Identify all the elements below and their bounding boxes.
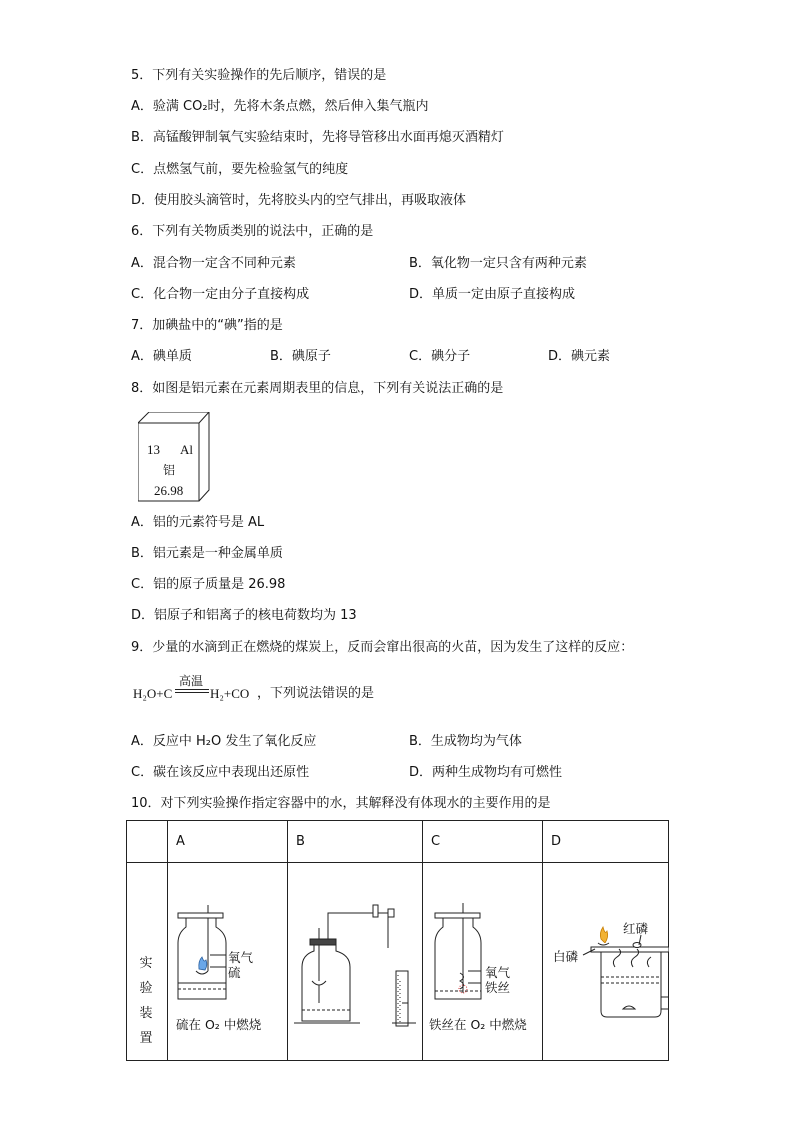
table-apparatus-row xyxy=(127,863,669,1061)
q6-option-b: B．氧化物一定只含有两种元素 xyxy=(409,256,587,271)
q6-option-c: C．化合物一定由分子直接构成 xyxy=(131,287,310,302)
q9-option-a: A．反应中 H₂O 发生了氧化反应 xyxy=(131,734,317,749)
table-header-row xyxy=(127,821,669,863)
reaction-condition: 高温 xyxy=(179,674,204,688)
caption-c: 铁丝在 O₂ 中燃烧 xyxy=(429,1017,527,1032)
label-oxygen-c: 氧气 xyxy=(485,965,511,980)
element-mass: 26.98 xyxy=(154,483,184,498)
row-label: 实 验 装 置 xyxy=(139,956,153,1046)
equation-tail: ，下列说法错误的是 xyxy=(257,686,375,701)
equation-left: H₂O+C xyxy=(133,686,173,701)
q6-stem: 6．下列有关物质类别的说法中，正确的是 xyxy=(131,224,374,239)
q8-stem: 8．如图是铝元素在元素周期表里的信息，下列有关说法正确的是 xyxy=(131,381,504,396)
equals-sign xyxy=(175,689,209,693)
q5-option-c: C．点燃氢气前，要先检验氢气的纯度 xyxy=(131,162,349,177)
label-white-phosphorus: 白磷 xyxy=(553,949,579,964)
q7-option-d: D．碘元素 xyxy=(548,349,611,364)
element-name: 铝 xyxy=(163,463,176,477)
q10-stem: 10．对下列实验操作指定容器中的水，其解释没有体现水的主要作用的是 xyxy=(131,796,551,811)
q9-option-c: C．碳在该反应中表现出还原性 xyxy=(131,765,310,780)
header-c: C xyxy=(423,821,543,863)
q5-option-d: D．使用胶头滴管时，先将胶头内的空气排出，再吸取液体 xyxy=(131,193,467,208)
label-iron-wire: 铁丝 xyxy=(485,980,511,995)
volume-measurement-diagram xyxy=(288,863,423,1061)
apparatus-d-cell xyxy=(543,863,669,1061)
q9-option-b: B．生成物均为气体 xyxy=(409,734,522,749)
q7-option-c: C．碘分子 xyxy=(409,349,471,364)
header-b: B xyxy=(288,821,423,863)
element-number: 13 xyxy=(147,442,160,457)
header-empty xyxy=(127,821,168,863)
q8-option-b: B．铝元素是一种金属单质 xyxy=(131,546,283,561)
element-symbol: Al xyxy=(180,442,193,457)
header-d: D xyxy=(543,821,669,863)
q7-option-a: A．碘单质 xyxy=(131,349,192,364)
q8-option-a: A．铝的元素符号是 AL xyxy=(131,515,265,530)
equation-right: H₂+CO xyxy=(210,686,250,701)
q5-option-a: A．验满 CO₂时，先将木条点燃，然后伸入集气瓶内 xyxy=(131,99,429,114)
q5-stem: 5．下列有关实验操作的先后顺序，错误的是 xyxy=(131,68,387,83)
q9-stem: 9．少量的水滴到正在燃烧的煤炭上，反而会窜出很高的火苗，因为发生了这样的反应： xyxy=(131,640,634,655)
q6-option-d: D．单质一定由原子直接构成 xyxy=(409,287,576,302)
label-oxygen-a: 氧气 xyxy=(228,950,254,965)
apparatus-a-cell xyxy=(168,863,288,1061)
label-red-phosphorus: 红磷 xyxy=(623,921,649,936)
q7-stem: 7．加碘盐中的“碘”指的是 xyxy=(131,318,283,333)
q6-option-a: A．混合物一定含不同种元素 xyxy=(131,256,296,271)
apparatus-b-cell xyxy=(288,863,423,1061)
q5-option-b: B．高锰酸钾制氧气实验结束时，先将导管移出水面再熄灭酒精灯 xyxy=(131,130,504,145)
label-sulfur: 硫 xyxy=(228,965,241,980)
q7-option-b: B．碘原子 xyxy=(270,349,331,364)
element-cell-aluminum xyxy=(138,412,210,502)
header-a: A xyxy=(168,821,288,863)
caption-a: 硫在 O₂ 中燃烧 xyxy=(176,1017,262,1032)
q8-option-c: C．铝的原子质量是 26.98 xyxy=(131,577,286,592)
q9-option-d: D．两种生成物均有可燃性 xyxy=(409,765,563,780)
row-label-cell xyxy=(127,863,168,1061)
apparatus-c-cell xyxy=(423,863,543,1061)
q8-option-d: D．铝原子和铝离子的核电荷数均为 13 xyxy=(131,608,357,623)
experiment-table xyxy=(126,820,669,1061)
